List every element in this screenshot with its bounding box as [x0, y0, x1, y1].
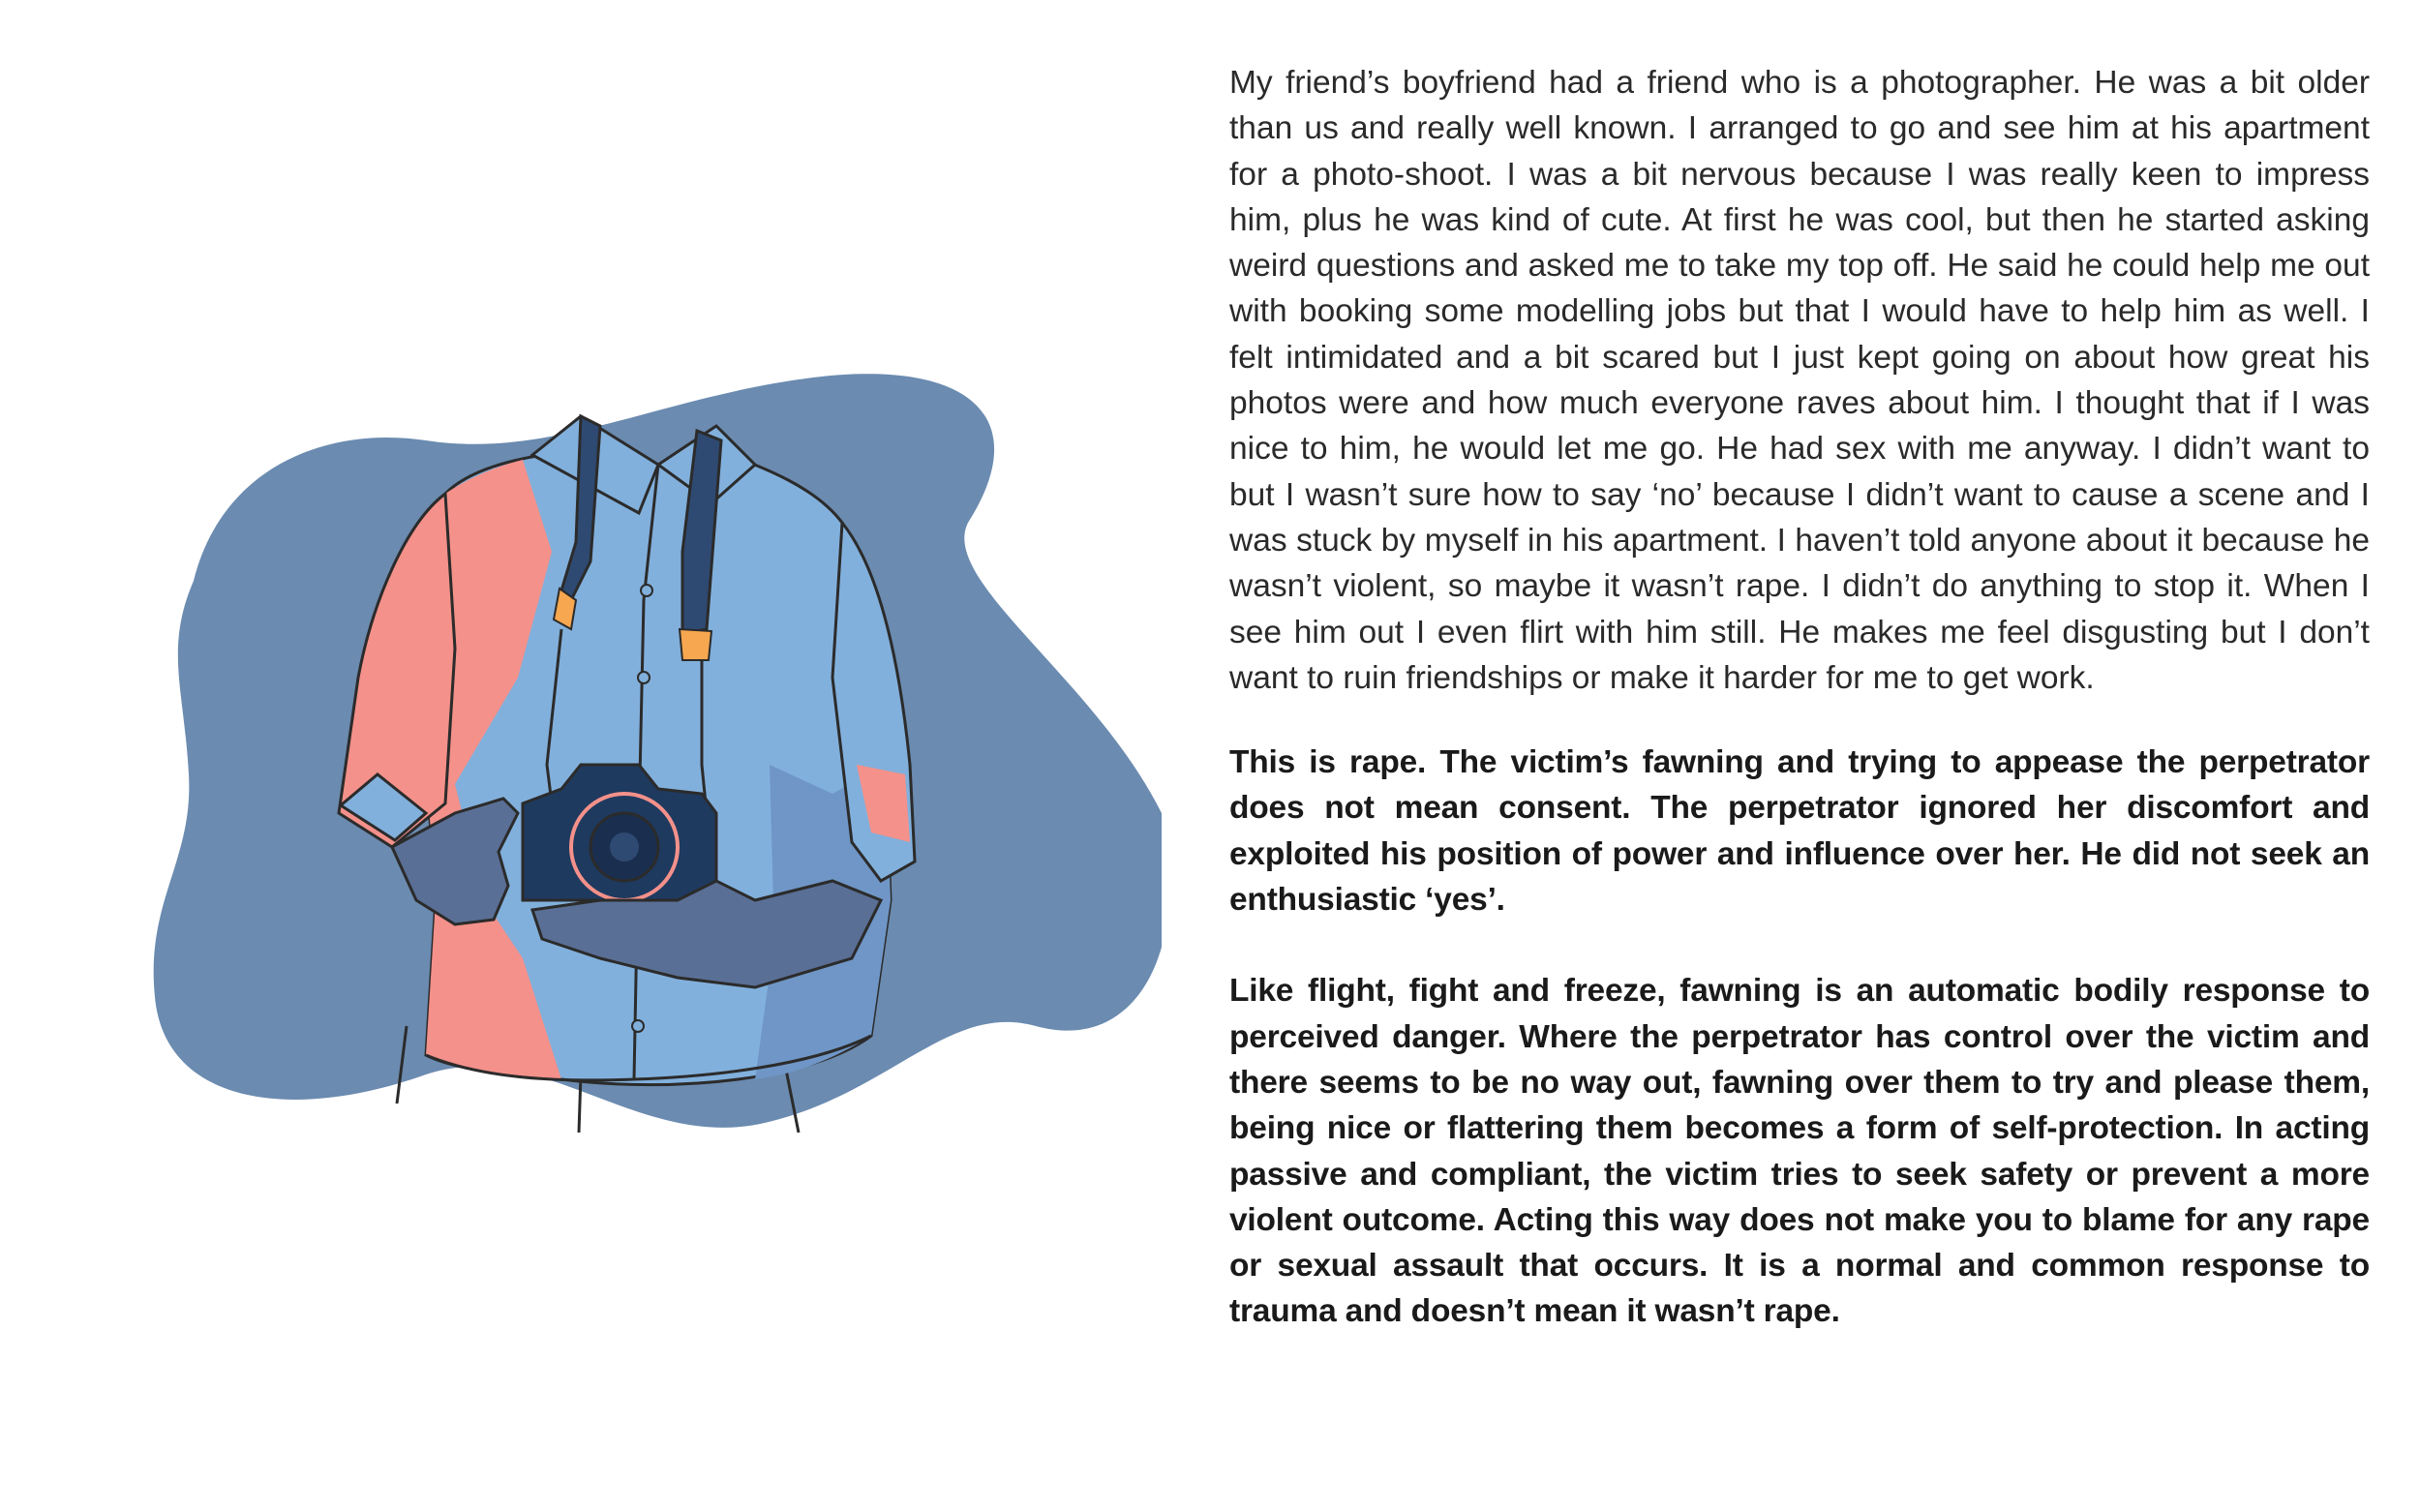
explanation-paragraph-1: This is rape. The victim’s fawning and trying to appease the perpetrator does not mean consent. The perpetrator ignored her discomfort and exploited his position of power and influence over her. He did not seek an enthusiastic ‘yes’.: [1229, 744, 2370, 919]
explanation-paragraph-2: Like flight, fight and freeze, fawning is an automatic bodily response to perceived danger. Where the perpetrator has control over the victim and there seems to be no way out, fawning over them to try and please them, being nice or flattering them becomes a form of self-protection. In acting passive and compliant, the victim tries to seek safety or prevent a more violent outcome. Acting this way does not make you to blame for any rape or sexual assault that occurs. It is a normal and common response to trauma and doesn’t mean it wasn’t rape.: [1229, 973, 2370, 1330]
photographer-illustration: [136, 358, 1162, 1171]
story-paragraph: My friend’s boyfriend had a friend who is a photographer. He was a bit older than us and really well known. I arranged to go and see him at his apartment for a photo-shoot. I was a bit nervous because I was really keen to impress him, plus he was kind of cute. At first he was cool, but then he started asking weird questions and asked me to take my top off. He said he could help me out with booking some modelling jobs but that I would have to help him as well. I felt intimidated and a bit scared but I just kept going on about how great his photos were and how much everyone raves about him. I thought that if I was nice to him, he would let me go. He had sex with me anyway. I didn’t want to but I wasn’t sure how to say ‘no’ because I didn’t want to cause a scene and I was stuck by myself in his apartment. I haven’t told anyone about it because he wasn’t violent, so maybe it wasn’t rape. I didn’t do anything to stop it. When I see him out I even flirt with him still. He makes me feel disgusting but I don’t want to ruin friendships or make it harder for me to get work.: [1229, 65, 2370, 696]
text-column: [1229, 60, 2370, 1335]
shirt-button: [632, 1020, 644, 1032]
shirt-button: [638, 672, 650, 683]
person-holding-camera-icon: [136, 358, 1162, 1171]
shirt-button: [641, 585, 652, 596]
camera-strap-right-tab: [680, 629, 711, 660]
